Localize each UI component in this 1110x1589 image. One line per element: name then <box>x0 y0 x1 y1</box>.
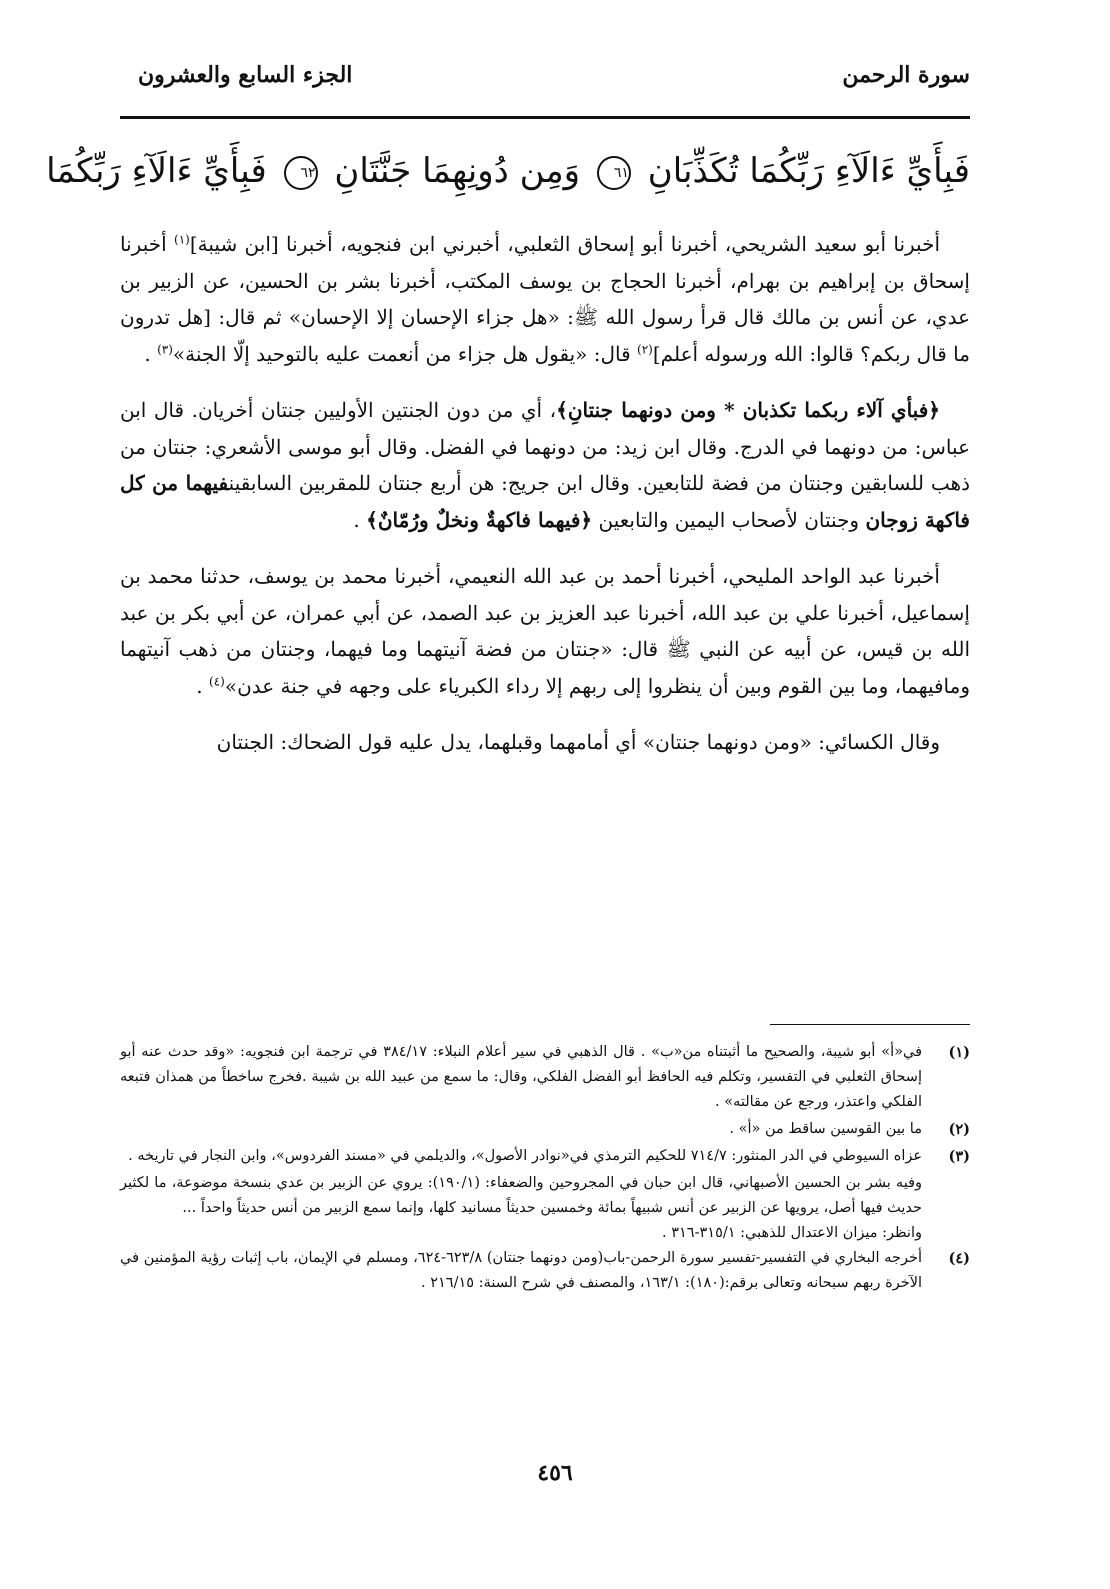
paragraph-text: وجنتان لأصحاب اليمين والتابعين <box>592 507 866 532</box>
footnote-ref[interactable]: (٤) <box>209 673 225 688</box>
footnote-separator <box>770 1024 970 1025</box>
footnote-3-continuation: وفيه بشر بن الحسين الأصبهاني، قال ابن حبان في المجروحين والضعفاء: (١٩٠/١): يروي عن الزبير بن عدي بنسخة موضوعة، ما لكثير حديث فيها أصل، يرويها عن الزبير عن أنس شبيهاً بمائة وخمسين حديثاً مسانيد كلها، وإنما سمع الزبير من أنس حديثاً واحداً ... <box>120 1175 922 1216</box>
paragraph-text: . <box>196 673 210 698</box>
footnote-text: أخرجه البخاري في التفسير-تفسير سورة الرحمن-باب(ومن دونهما جنتان) ٦٢٣/٨-٦٢٤، ومسلم في الإيمان، باب إثبات رؤية المؤمنين في الآخرة ربهم سبحانه وتعالى برقم:(١٨٠): ١٦٣/١، والمصنف في شرح السنة: ٢١٦/١٥ . <box>120 1250 922 1291</box>
footnote-text: عزاه السيوطي في الدر المنثور: ٧١٤/٧ للحكيم الترمذي في«نوادر الأصول»، والديلمي في «مسند الفردوس»، وابن النجار في تاريخه . <box>128 1148 922 1164</box>
paragraph-text: قال: «يقول هل جزاء من أنعمت عليه بالتوحيد إلّا الجنة» <box>172 341 638 366</box>
quoted-verse: ﴿فيهما فاكهةٌ ونخلٌ ورُمّانٌ﴾ <box>366 507 593 532</box>
paragraph-text: . <box>353 507 367 532</box>
footnote-2 <box>120 1117 970 1142</box>
verse-number-marker: ٦١ <box>597 156 631 190</box>
quoted-verse: ﴿فبأي آلاء ربكما تكذبان * ومن دونهما جنتانِ﴾ <box>556 398 940 422</box>
footnote-text: في«أ» أبو شيبة، والصحيح ما أثبتناه من«ب» . قال الذهبي في سير أعلام النبلاء: ٣٨٤/١٧ في ترجمة ابن فنجويه: «وقد حدث عنه أبو إسحاق الثعلبي في التفسير، وتكلم فيه الحافظ أبو الفضل الفلكي، وقال: ما سمع من عبيد الله بن شيبة .فخرج ساخطاً من همذان فتبعه الفلكي واعتذر، ورجع عن مقالته» . <box>120 1044 922 1110</box>
footnote-4 <box>120 1246 970 1296</box>
verse-text-2: وَمِن دُونِهِمَا جَنَّتَانِ <box>334 151 581 191</box>
verse-text-3: فَبِأَيِّ ءَالَآءِ رَبِّكُمَا <box>46 151 267 191</box>
running-header <box>120 62 970 102</box>
footnote-number: (٤) <box>948 1250 970 1267</box>
paragraph-text: أخبرنا عبد الواحد المليحي، أخبرنا أحمد بن عبد الله النعيمي، أخبرنا محمد بن يوسف، حدثنا محمد بن إسماعيل، أخبرنا علي بن عبد الله، أخبرنا عبد العزيز بن عبد الصمد، عن أبي عمران، عن أبي بكر بن عبد الله بن قيس، عن أبيه عن النبي ﷺ قال: «جنتان من فضة آنيتهما وما فيهما، وجنتان من ذهب آنيتهما ومافيهما، وما بين القوم وبين أن ينظروا إلى ربهم إلا رداء الكبرياء على وجهه في جنة عدن» <box>120 564 970 698</box>
paragraph-text: . <box>144 341 158 366</box>
paragraph-text: ، أي من دون الجنتين الأوليين جنتان أخريان. قال ابن عباس: من دونهما في الدرج. وقال ابن زيد: من دونهما في الفضل. وقال أبو موسى الأشعري: جنتان من ذهب للسابقين وجنتان من فضة للتابعين. وقال ابن جريج: هن أربع جنتان للمقربين السابقين <box>120 398 970 495</box>
header-rule <box>120 116 970 119</box>
footnote-number: (٢) <box>948 1121 970 1138</box>
juz-title: الجزء السابع والعشرون <box>138 62 353 88</box>
paragraph-4 <box>120 724 970 761</box>
main-text <box>120 226 970 781</box>
paragraph-3 <box>120 558 970 704</box>
quran-verse-line <box>46 136 970 206</box>
paragraph-text: أخبرنا أبو سعيد الشريحي، أخبرنا أبو إسحاق الثعلبي، أخبرني ابن فنجويه، أخبرنا [ابن شيبة] <box>189 232 941 256</box>
footnote-3 <box>120 1144 970 1169</box>
verse-text-1: فَبِأَيِّ ءَالَآءِ رَبِّكُمَا تُكَذِّبَانِ <box>647 151 970 191</box>
surah-title: سورة الرحمن <box>842 62 970 88</box>
page-number: ٤٥٦ <box>537 1460 573 1486</box>
paragraph-1 <box>120 226 970 372</box>
paragraph-text: وقال الكسائي: «ومن دونهما جنتان» أي أمامهما وقبلهما، يدل عليه قول الضحاك: الجنتان <box>216 730 940 754</box>
footnote-text: ما بين القوسين ساقط من «أ» . <box>729 1121 922 1137</box>
quoted-verse: فيهما من كل فاكهة زوجان <box>120 471 970 532</box>
footnote-ref[interactable]: (٣) <box>157 341 173 356</box>
footnote-3-continuation: وانظر: ميزان الاعتدال للذهبي: ٣١٥/١-٣١٦ . <box>662 1225 922 1241</box>
footnote-ref[interactable]: (٢) <box>637 341 653 356</box>
footnotes <box>120 1040 970 1298</box>
footnote-1 <box>120 1040 970 1115</box>
footnote-number: (٣) <box>948 1148 970 1165</box>
footnote-number: (١) <box>948 1044 970 1061</box>
paragraph-text: أخبرنا إسحاق بن إبراهيم بن بهرام، أخبرنا الحجاج بن يوسف المكتب، أخبرنا بشر بن الحسين، عن الزبير بن عدي، عن أنس بن مالك قال قرأ رسول الله ﷺ: «هل جزاء الإحسان إلا الإحسان» ثم قال: [هل تدرون ما قال ربكم؟ قالوا: الله ورسوله أعلم] <box>120 232 970 366</box>
verse-number-marker: ٦٢ <box>284 156 318 190</box>
footnote-ref[interactable]: (١) <box>174 232 190 247</box>
paragraph-2 <box>120 392 970 538</box>
